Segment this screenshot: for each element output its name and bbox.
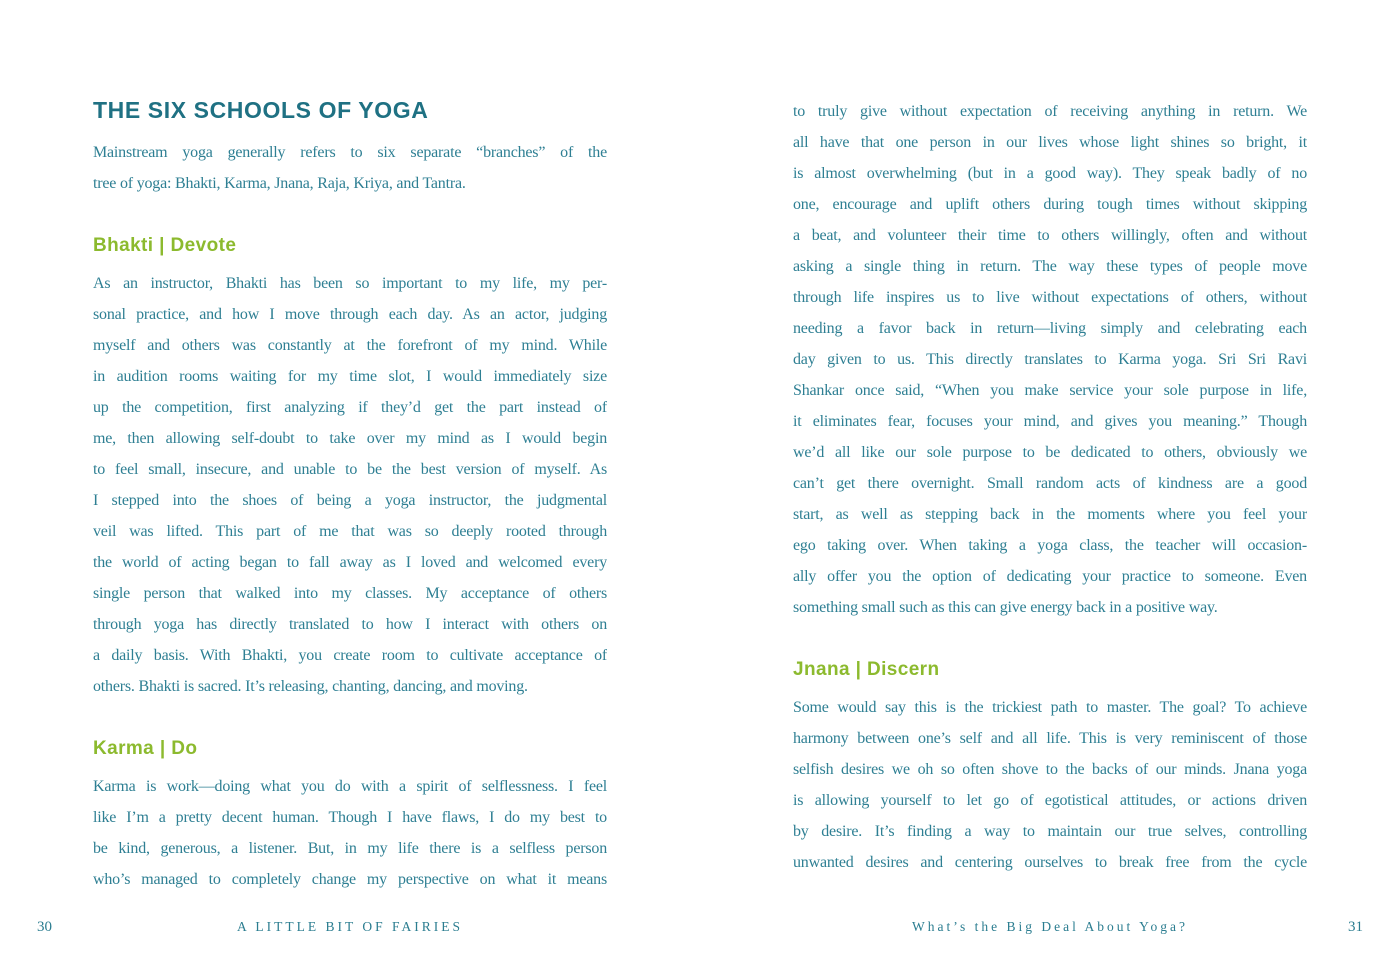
text-line: ally offer you the option of dedicating your practice to someone. Even: [793, 568, 1307, 585]
chapter-title: THE SIX SCHOOLS OF YOGA: [93, 97, 429, 123]
text-line: a beat, and volunteer their time to others willingly, often and without: [793, 227, 1307, 244]
text-line: is almost overwhelming (but in a good way). They speak badly of no: [793, 165, 1307, 182]
text-line: all have that one person in our lives whose light shines so bright, it: [793, 134, 1307, 151]
text-line: through yoga has directly translated to how I interact with others on: [93, 616, 607, 633]
text-line: day given to us. This directly translates to Karma yoga. Sri Sri Ravi: [793, 351, 1307, 368]
jnana-paragraph: [793, 692, 1307, 878]
text-line: veil was lifted. This part of me that was so deeply rooted through: [93, 523, 607, 540]
text-line: through life inspires us to live without expectations of others, without: [793, 289, 1307, 306]
text-line: it eliminates fear, focuses your mind, and gives you meaning.” Though: [793, 413, 1307, 430]
text-line: Shankar once said, “When you make service your sole purpose in life,: [793, 382, 1307, 399]
right-page-number: 31: [1348, 919, 1363, 935]
section-heading-karma: Karma | Do: [93, 738, 198, 759]
right-page-footer: [700, 919, 1400, 941]
bhakti-paragraph: [93, 268, 607, 702]
text-line: the world of acting began to fall away as I loved and welcomed every: [93, 554, 607, 571]
text-line: selfish desires we oh so often shove to the backs of our minds. Jnana yoga: [793, 761, 1307, 778]
text-line: we’d all like our sole purpose to be dedicated to others, obviously we: [793, 444, 1307, 461]
text-line: to truly give without expectation of receiving anything in return. We: [793, 103, 1307, 120]
text-line: ego taking over. When taking a yoga class, the teacher will occasion-: [793, 537, 1307, 554]
text-line: Some would say this is the trickiest path to master. The goal? To achieve: [793, 699, 1307, 716]
left-text-column: [93, 96, 607, 895]
text-line: harmony between one’s self and all life. This is very reminiscent of those: [793, 730, 1307, 747]
right-page: [700, 0, 1400, 980]
text-line: myself and others was constantly at the forefront of my mind. While: [93, 337, 607, 354]
section-heading-jnana: Jnana | Discern: [793, 659, 940, 680]
text-line: is allowing yourself to let go of egotistical attitudes, or actions driven: [793, 792, 1307, 809]
intro-paragraph: [93, 137, 607, 199]
left-page-footer: [0, 919, 700, 941]
left-running-footer: A LITTLE BIT OF FAIRIES: [237, 919, 463, 934]
karma-paragraph: [93, 771, 607, 895]
text-line: Karma is work—doing what you do with a spirit of selflessness. I feel: [93, 778, 607, 795]
text-line: up the competition, first analyzing if they’d get the part instead of: [93, 399, 607, 416]
text-line: single person that walked into my classes. My acceptance of others: [93, 585, 607, 602]
right-text-column: [793, 96, 1307, 878]
section-heading-bhakti: Bhakti | Devote: [93, 235, 237, 256]
text-line: me, then allowing self-doubt to take over my mind as I would begin: [93, 430, 607, 447]
text-line: As an instructor, Bhakti has been so important to my life, my per-: [93, 275, 607, 292]
text-line: sonal practice, and how I move through each day. As an actor, judging: [93, 306, 607, 323]
karma-continuation-paragraph: [793, 96, 1307, 623]
text-line: a daily basis. With Bhakti, you create room to cultivate acceptance of: [93, 647, 607, 664]
text-line: asking a single thing in return. The way these types of people move: [793, 258, 1307, 275]
text-line: I stepped into the shoes of being a yoga instructor, the judgmental: [93, 492, 607, 509]
text-line: be kind, generous, a listener. But, in my life there is a selfless person: [93, 840, 607, 857]
text-line: to feel small, insecure, and unable to be the best version of myself. As: [93, 461, 607, 478]
text-line: by desire. It’s finding a way to maintain our true selves, controlling: [793, 823, 1307, 840]
text-line: in audition rooms waiting for my time slot, I would immediately size: [93, 368, 607, 385]
text-line: others. Bhakti is sacred. It’s releasing, chanting, dancing, and moving.: [93, 678, 528, 695]
text-line: Mainstream yoga generally refers to six separate “branches” of the: [93, 144, 607, 161]
text-line: start, as well as stepping back in the moments where you feel your: [793, 506, 1307, 523]
text-line: something small such as this can give energy back in a positive way.: [793, 599, 1218, 616]
text-line: unwanted desires and centering ourselves to break free from the cycle: [793, 854, 1307, 871]
text-line: needing a favor back in return—living simply and celebrating each: [793, 320, 1307, 337]
right-running-footer: What’s the Big Deal About Yoga?: [912, 919, 1188, 934]
text-line: who’s managed to completely change my perspective on what it means: [93, 871, 607, 888]
text-line: like I’m a pretty decent human. Though I have flaws, I do my best to: [93, 809, 607, 826]
left-page-number: 30: [37, 919, 52, 935]
text-line: tree of yoga: Bhakti, Karma, Jnana, Raja, Kriya, and Tantra.: [93, 175, 466, 192]
text-line: one, encourage and uplift others during tough times without skipping: [793, 196, 1307, 213]
text-line: can’t get there overnight. Small random acts of kindness are a good: [793, 475, 1307, 492]
